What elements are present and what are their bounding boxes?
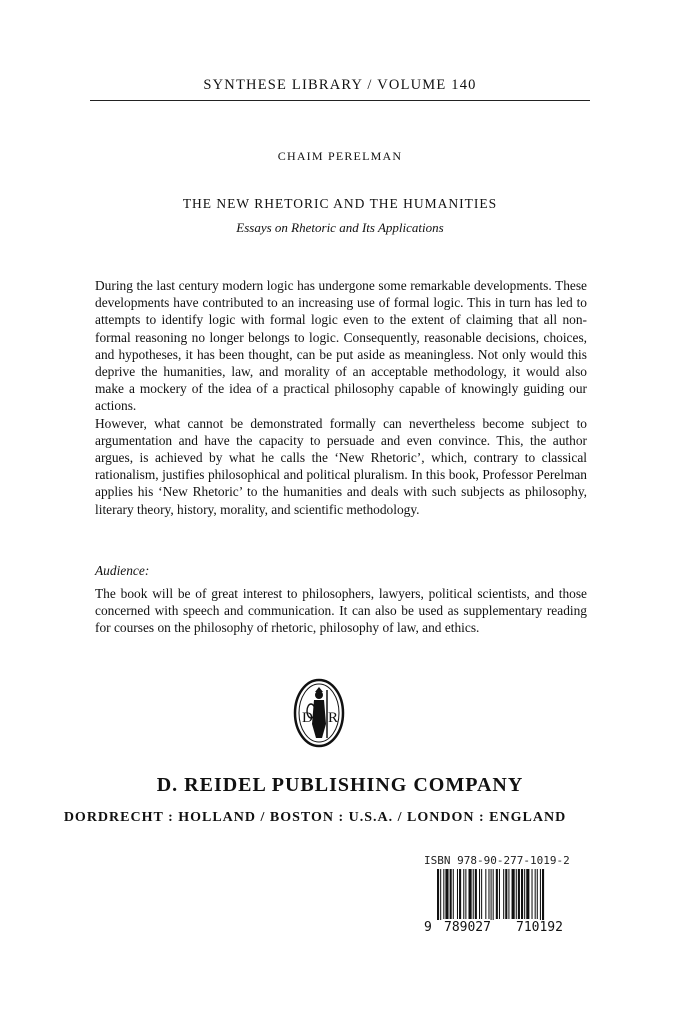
barcode-bar xyxy=(445,869,448,919)
barcode-digits xyxy=(424,920,585,936)
barcode-bar xyxy=(524,869,525,919)
barcode-digits-left: 789027 xyxy=(444,920,491,935)
barcode xyxy=(437,869,585,923)
barcode-bar xyxy=(450,869,452,919)
barcode-bar xyxy=(475,869,477,919)
barcode-bar xyxy=(443,869,444,919)
barcode-bar xyxy=(485,869,486,919)
publisher-locations: DORDRECHT : HOLLAND / BOSTON : U.S.A. / LONDON : ENGLAND xyxy=(63,810,567,825)
barcode-bar xyxy=(526,869,529,919)
barcode-bar xyxy=(535,869,536,919)
series-heading: SYNTHESE LIBRARY / VOLUME 140 xyxy=(203,77,477,93)
barcode-bar xyxy=(469,869,472,919)
description xyxy=(95,277,587,518)
barcode-bar xyxy=(491,869,492,923)
barcode-bar xyxy=(437,869,439,923)
barcode-digit-first: 9 xyxy=(424,920,432,935)
barcode-bar xyxy=(473,869,474,919)
barcode-bar xyxy=(505,869,507,919)
barcode-bar xyxy=(499,869,500,919)
description-paragraph-2: However, what cannot be demonstrated formally can nevertheless become subject to argumentation and have the capacity to persuade and even convince. This, the author argues, is achieved by what he calls the ‘New Rhetoric’, which, contrary to classical rationalism, justifies philosophical and political pluralism. In this book, Professor Perelman applies his ‘New Rhetoric’ to the humanities and deals with such subjects as philosophy, literary theory, history, morality, and scientific methodology. xyxy=(95,415,587,517)
barcode-bar xyxy=(508,869,509,919)
author-name: CHAIM PERELMAN xyxy=(277,149,403,163)
audience-text: The book will be of great interest to philosophers, lawyers, political scientists, and those concerned with speech and communication. It can also be used as supplementary reading for courses on the philosophy of rhetoric, philosophy of law, and ethics. xyxy=(95,586,587,636)
barcode-bar xyxy=(493,869,494,923)
barcode-bar xyxy=(463,869,464,919)
barcode-bar xyxy=(503,869,504,919)
audience-heading: Audience: xyxy=(95,563,150,578)
barcode-digits-right: 710192 xyxy=(516,920,563,935)
logo-letter-d: D xyxy=(302,710,313,726)
barcode-bar xyxy=(459,869,461,919)
barcode-bar xyxy=(481,869,482,919)
barcode-bar xyxy=(540,869,541,923)
barcode-bar xyxy=(518,869,520,919)
barcode-bar xyxy=(465,869,466,919)
barcode-bar xyxy=(440,869,441,923)
book-title: THE NEW RHETORIC AND THE HUMANITIES xyxy=(182,196,498,211)
barcode-bar xyxy=(453,869,454,919)
barcode-bar xyxy=(542,869,544,923)
description-paragraph-1: During the last century modern logic has undergone some remarkable developments. These developments have contributed to an increasing use of formal logic. This in turn has led to attempts to identify logic with formal logic even to the extent of claiming that all non-formal reasoning no longer belongs to logic. Consequently, reasonable decisions, choices, and hypotheses, it has been thought, can be put aside as meaningless. Not only would this deprive the humanities, law, and morality of an acceptable methodology, it would also make a mockery of the idea of a practical philosophy capable of knowingly guiding our actions. xyxy=(95,278,587,414)
barcode-bar xyxy=(512,869,515,919)
barcode-bar xyxy=(532,869,533,919)
isbn-label: ISBN 978-90-277-1019-2 xyxy=(424,854,570,867)
barcode-bar xyxy=(457,869,458,919)
barcode-bar xyxy=(496,869,498,919)
publisher-name: D. REIDEL PUBLISHING COMPANY xyxy=(156,774,524,796)
barcode-bar xyxy=(521,869,523,919)
header-rule xyxy=(90,100,590,101)
logo-letter-r: R xyxy=(328,710,339,726)
book-subtitle: Essays on Rhetoric and Its Applications xyxy=(236,220,444,235)
barcode-bar xyxy=(479,869,480,919)
barcode-bar xyxy=(516,869,517,919)
barcode-bar xyxy=(537,869,538,919)
publisher-logo-icon xyxy=(293,678,345,748)
barcode-bar xyxy=(488,869,489,919)
